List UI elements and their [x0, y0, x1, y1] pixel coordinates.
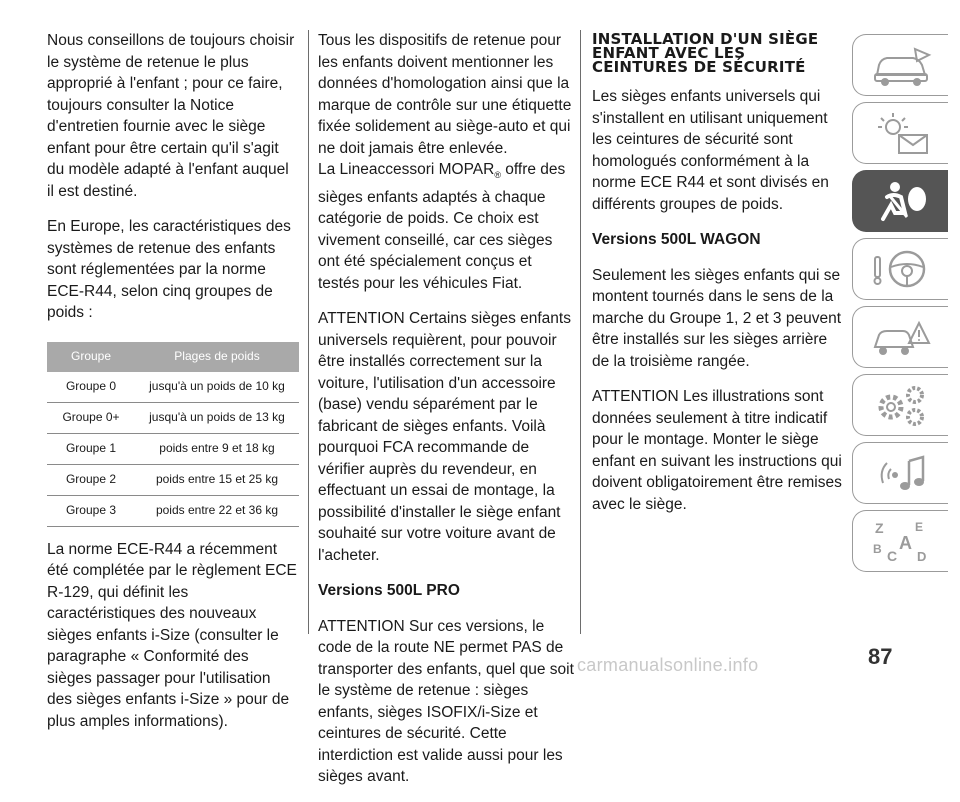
tab-warning-lights[interactable] [852, 102, 948, 164]
alphabet-index-icon [869, 517, 933, 565]
tab-maintenance[interactable] [852, 374, 948, 436]
column-middle [318, 30, 574, 802]
table-row [47, 433, 299, 464]
table-cell-group: Groupe 3 [47, 495, 135, 526]
table-header-weight: Plages de poids [135, 342, 299, 372]
table-row [47, 495, 299, 526]
attention-pro-paragraph: ATTENTION Sur ces versions, le code de la route NE permet PAS de transporter des enfants, quel que soit le système de retenue : sièges enfants, sièges ISOFIX/i-Size et ceintures de sécurité. Cette interdiction est valide aussi pour les sièges avant. [318, 617, 574, 786]
subheading-500l-wagon: Versions 500L WAGON [592, 231, 761, 248]
mopar-text-start: La Lineaccessori MOPAR [318, 161, 495, 178]
alpha-letter: Z [874, 520, 884, 536]
tab-car-info[interactable] [852, 34, 948, 96]
mopar-paragraph [318, 159, 574, 294]
warning-lights-icon [869, 109, 933, 157]
multimedia-icon [869, 449, 933, 497]
subheading-500l-pro: Versions 500L PRO [318, 582, 460, 600]
alpha-letter: D [916, 549, 926, 564]
europe-paragraph: En Europe, les caractéristiques des systèmes de retenue des enfants sont réglementées par la norme ECE-R44, selon cinq groupes de poids : [47, 218, 291, 321]
page-number: 87 [868, 644, 893, 669]
table-cell-weight: jusqu'à un poids de 13 kg [135, 402, 299, 433]
column-divider-1 [308, 30, 309, 634]
car-breakdown-icon [869, 313, 933, 361]
attention-illustrations-paragraph: ATTENTION Les illustrations sont données seulement à titre indicatif pour le montage. Monter le siège enfant en suivant les instructions qui doivent obligatoirement être remises avec le siège. [592, 388, 842, 513]
table-cell-group: Groupe 2 [47, 464, 135, 495]
mopar-text-end: offre des sièges enfants adaptés à chaque catégorie de poids. Ce choix est vivement conseillé, car ces sièges ont été spécialement conçus et testés pour les véhicules Fiat. [318, 161, 566, 292]
registered-mark: ® [494, 170, 501, 181]
table-row [47, 372, 299, 403]
chapter-tabs [852, 34, 948, 578]
table-cell-weight: jusqu'à un poids de 10 kg [135, 372, 299, 403]
universal-seats-paragraph: Les sièges enfants universels qui s'installent en utilisant uniquement les ceintures de sécurité sont homologués conformément à la norme ECE R44 et sont divisés en différents groupes de poids. [592, 88, 829, 213]
alpha-letter: C [886, 548, 897, 564]
table-cell-weight: poids entre 15 et 25 kg [135, 464, 299, 495]
table-header-row [47, 342, 299, 372]
table-cell-group: Groupe 0+ [47, 402, 135, 433]
homologation-paragraph: Tous les dispositifs de retenue pour les enfants doivent mentionner les données d'homologation ainsi que la marque de contrôle sur une étiquette fixée solidement au siège-auto et qui ne doit jamais être enlevée. [318, 32, 572, 157]
maintenance-gears-icon [869, 381, 933, 429]
alpha-letter: A [898, 533, 912, 553]
column-right [592, 30, 842, 529]
alpha-letter: E [914, 520, 923, 534]
tab-steering-wheel[interactable] [852, 238, 948, 300]
table-cell-group: Groupe 1 [47, 433, 135, 464]
table-cell-group: Groupe 0 [47, 372, 135, 403]
steering-wheel-icon [869, 245, 933, 293]
r129-paragraph: La norme ECE-R44 a récemment été complétée par le règlement ECE R-129, qui définit les caractéristiques des nouveaux sièges enfants i-Size (consulter le paragraphe « Conformité des sièges passager pour l'utilisation des sièges enfants i-Size » pour de plus amples informations). [47, 540, 297, 730]
watermark: carmanualsonline.info [577, 655, 759, 675]
table-header-group: Groupe [47, 342, 135, 372]
tab-alphabetical-index[interactable] [852, 510, 948, 572]
car-info-icon [869, 41, 933, 89]
column-left [47, 30, 297, 746]
attention-base-paragraph: ATTENTION Certains sièges enfants universels requièrent, pour pouvoir être installés correctement sur la voiture, l'utilisation d'un accessoire (base) vendu séparément par le fabricant de sièges enfants. Voilà pourquoi FCA recommande de vérifier auprès du revendeur, en effectuant un essai de montage, la possibilité d'installer le siège enfant souhaité sur votre voiture avant de l'acheter. [318, 310, 571, 564]
airbag-seatbelt-icon [869, 177, 933, 225]
wagon-paragraph: Seulement les sièges enfants qui se montent tournés dans le sens de la marche du Groupe 1, 2 et 3 peuvent être installés sur les sièges arrière de la troisième rangée. [592, 266, 842, 370]
intro-paragraph: Nous conseillons de toujours choisir le système de retenue le plus approprié à l'enfant ; pour ce faire, toujours consulter la Notice d'entretien fournie avec le siège enfant pour être certain qu'il s'agit du modèle adapté à l'enfant auquel il est destiné. [47, 32, 295, 200]
alpha-letter: B [872, 542, 882, 556]
weight-groups-table [47, 342, 299, 527]
table-row [47, 464, 299, 495]
column-divider-2 [580, 30, 581, 634]
section-heading: INSTALLATION D'UN SIÈGE ENFANT AVEC LES CEINTURES DE SÉCURITÉ [592, 30, 819, 76]
tab-airbag-seatbelt[interactable] [852, 170, 948, 232]
table-row [47, 402, 299, 433]
tab-car-breakdown[interactable] [852, 306, 948, 368]
table-cell-weight: poids entre 9 et 18 kg [135, 433, 299, 464]
tab-multimedia[interactable] [852, 442, 948, 504]
table-cell-weight: poids entre 22 et 36 kg [135, 495, 299, 526]
